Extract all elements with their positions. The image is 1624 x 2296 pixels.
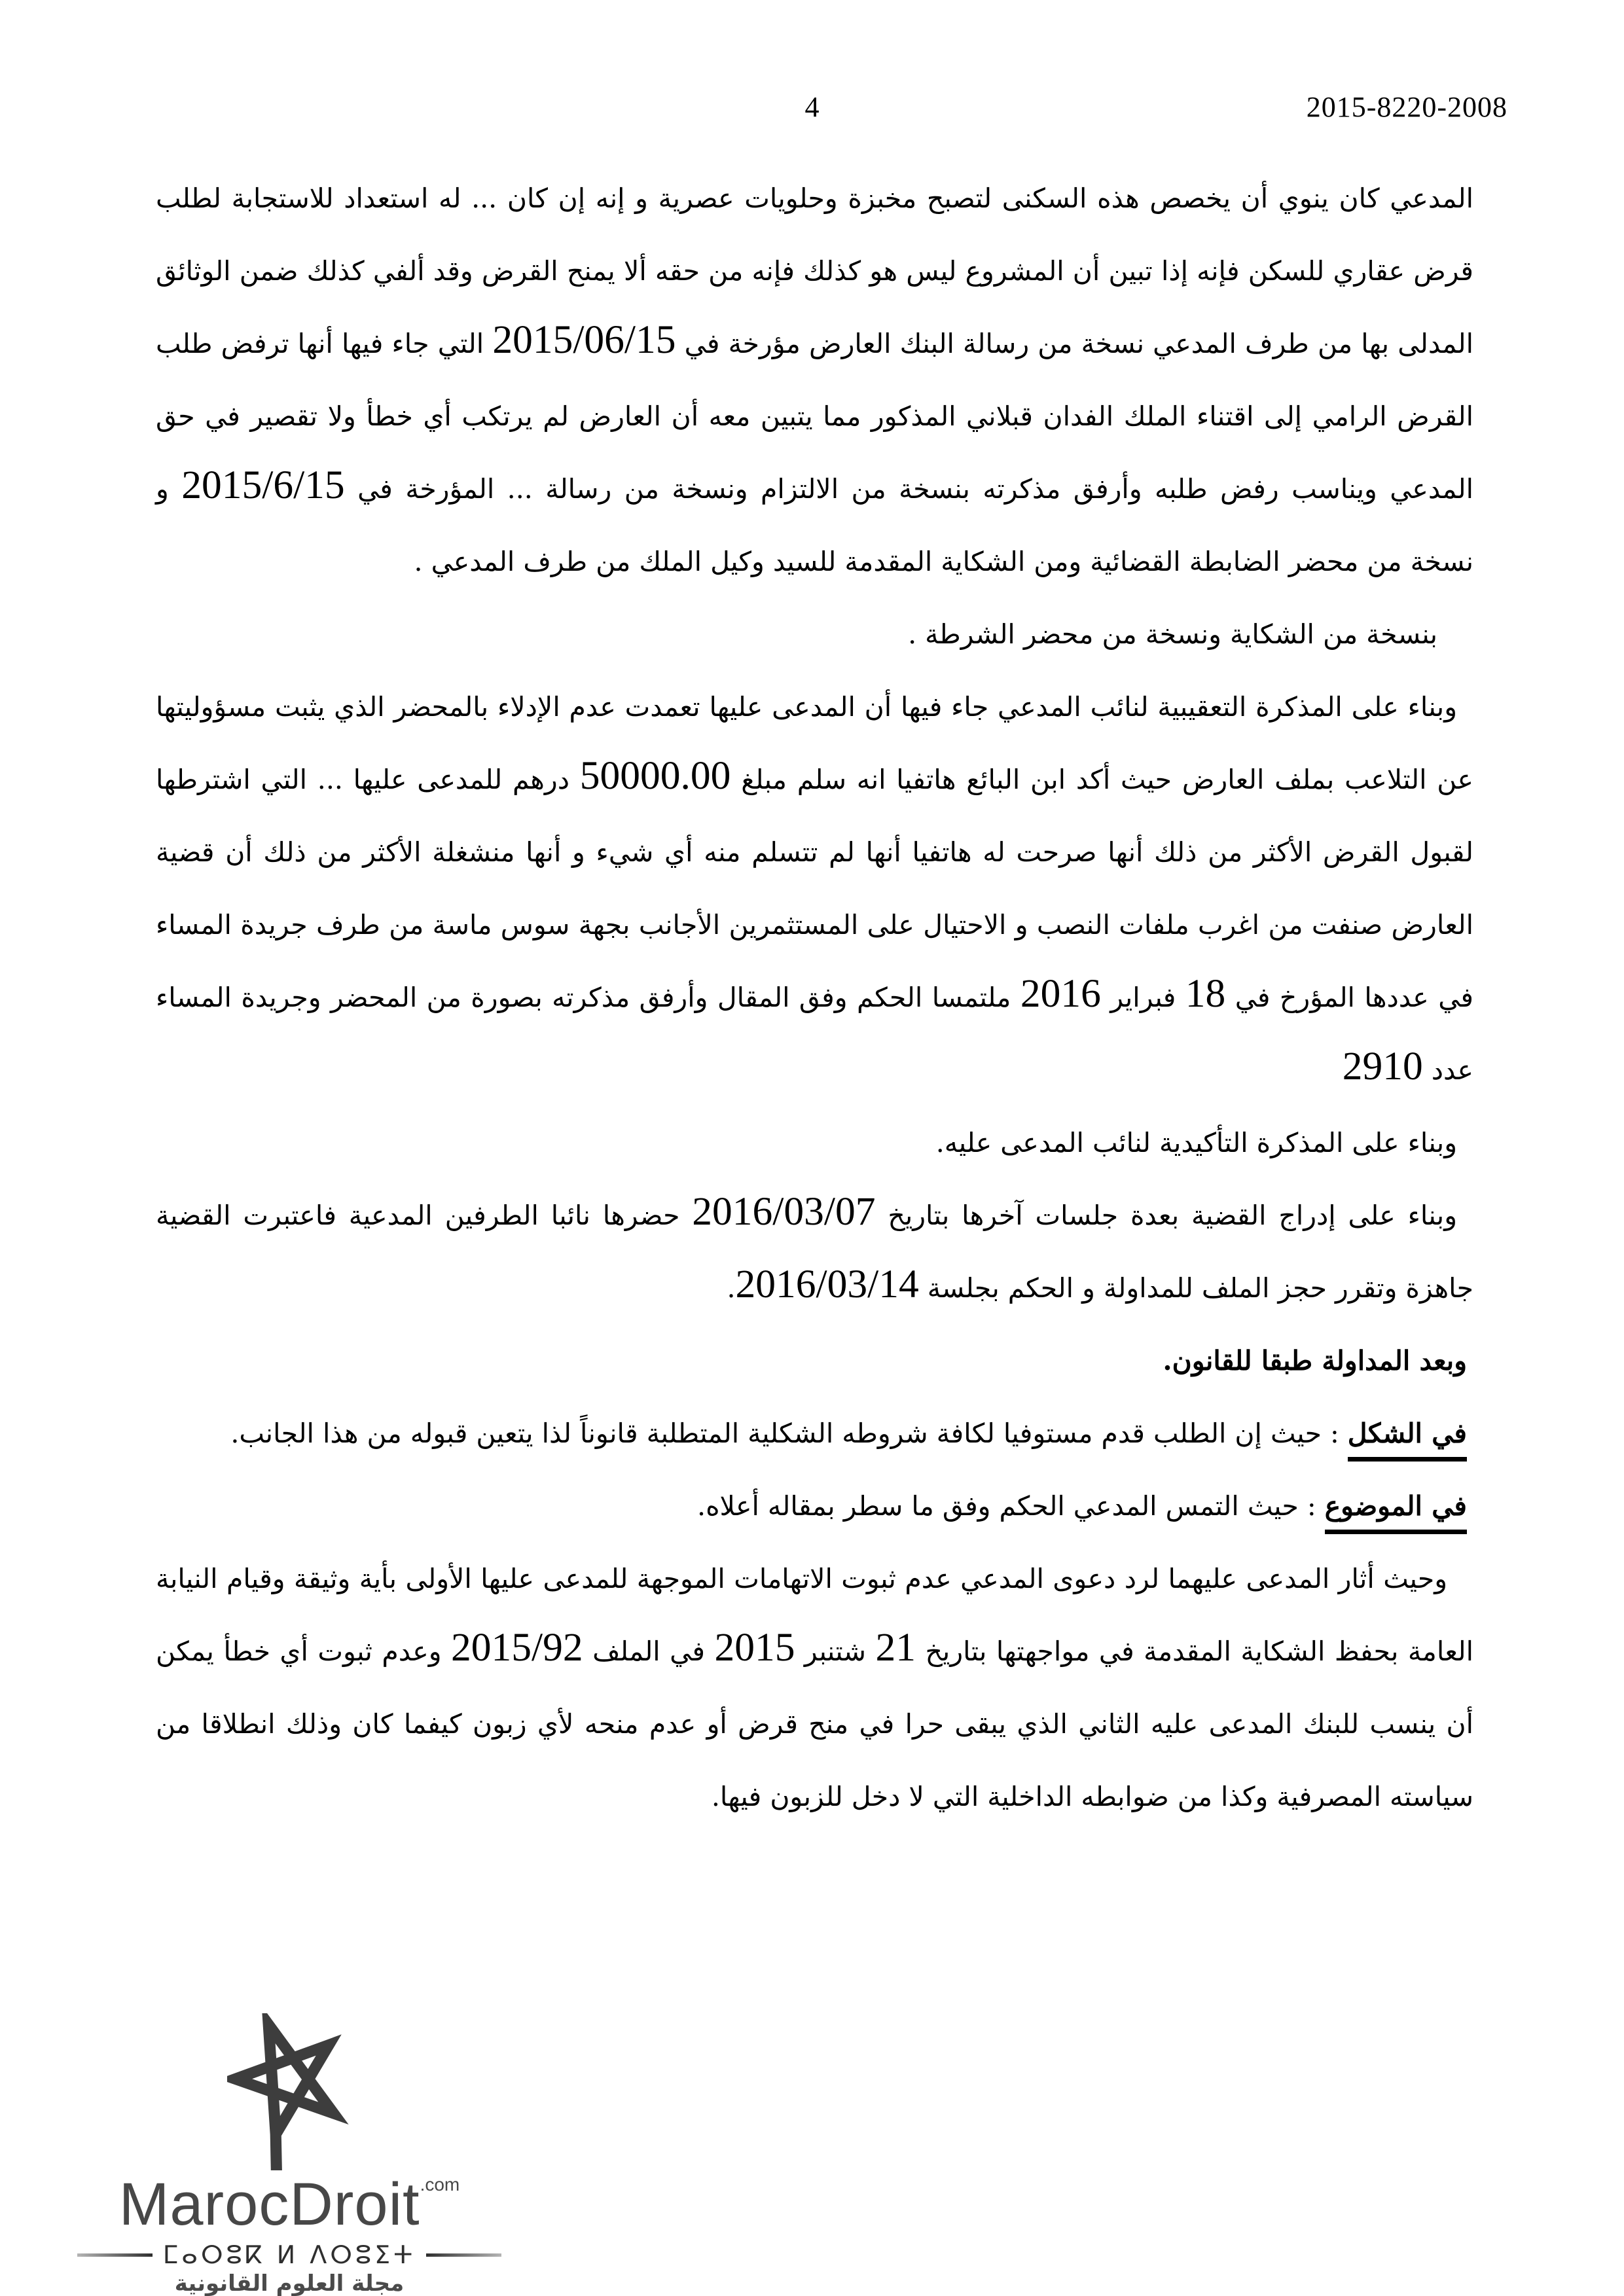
- paragraph-text: وحيث أثار المدعى عليهما لرد دعوى المدعي عدم ثبوت الاتهامات الموجهة للمدعى عليها الأولى بأية وثيقة وقيام النيابة العامة بحفظ الشكاية المقدمة في مواجهتها بتاريخ 21 شتنبر 2015 في الملف 2015/92 وعدم ثبوت أي خطأ يمكن أن ينسب للبنك المدعى عليه الثاني الذي يبقى حرا في منح قرض أو عدم منحه لأي زبون كيفما كان وذلك انطلاقا من سياسته المصرفية وكذا من ضوابطه الداخلية التي لا دخل للزبون فيها.: [156, 1563, 1473, 1812]
- judgment-text: [156, 162, 1473, 1833]
- paragraph-text: : حيث إن الطلب قدم مستوفيا لكافة شروطه الشكلية المتطلبة قانوناً لذا يتعين قبوله من هذا الجانب.: [230, 1418, 1348, 1449]
- paragraph-text: وبعد المداولة طبقا للقانون.: [1163, 1345, 1467, 1376]
- brand-suffix: .com: [420, 2174, 460, 2195]
- divider-line-left: [77, 2253, 153, 2257]
- paragraph-confirmatory-memo: [156, 1107, 1473, 1179]
- brand-name: MarocDroit: [118, 2171, 420, 2238]
- section-label-subject: في الموضوع: [1325, 1490, 1467, 1534]
- divider-line-right: [426, 2253, 501, 2257]
- brand-wordmark: [77, 2171, 501, 2238]
- paragraph-facts: [156, 162, 1473, 598]
- paragraph-form: [156, 1397, 1473, 1470]
- paragraph-rejoinder: [156, 671, 1473, 1107]
- page-number: 4: [804, 91, 820, 123]
- case-number: 2015-8220-2008: [1306, 91, 1507, 123]
- moroccan-star-icon: [227, 2013, 352, 2170]
- paragraph-hearings: [156, 1179, 1473, 1325]
- paragraph-text: وبناء على المذكرة التأكيدية لنائب المدعى عليه.: [935, 1127, 1457, 1158]
- section-label-form: في الشكل: [1348, 1418, 1467, 1462]
- paragraph-text: وبناء على المذكرة التعقيبية لنائب المدعي جاء فيها أن المدعى عليها تعمدت عدم الإدلاء بالمحضر الذي يثبت مسؤوليتها عن التلاعب بملف العارض حيث أكد ابن البائع هاتفيا انه سلم مبلغ 50000.00 درهم للمدعى عليها ... التي اشترطها لقبول القرض الأكثر من ذلك أنها صرحت له هاتفيا أنها لم تتسلم منه أي شيء و أنها منشغلة الأكثر من ذلك أن قضية العارض صنفت من اغرب ملفات النصب و الاحتيال على المستثمرين الأجانب بجهة سوس ماسة من طرف جريدة المساء في عددها المؤرخ في 18 فبراير 2016 ملتمسا الحكم وفق المقال وأرفق مذكرته بصورة من المحضر وجريدة المساء عدد 2910: [156, 691, 1473, 1088]
- paragraph-text: بنسخة من الشكاية ونسخة من محضر الشرطة .: [908, 619, 1437, 650]
- paragraph-text: : حيث التمس المدعي الحكم وفق ما سطر بمقاله أعلاه.: [697, 1490, 1325, 1522]
- paragraph-subject: [156, 1470, 1473, 1543]
- paragraph-deliberation: [156, 1325, 1473, 1397]
- paragraph-attachments: [156, 598, 1473, 671]
- tifinagh-text: ⵎⴰⵔⵓⴽ ⵍ ⴷⵔⵓⵉⵜ: [162, 2240, 416, 2269]
- marocdroit-logo: [77, 2013, 501, 2295]
- paragraph-text: المدعي كان ينوي أن يخصص هذه السكنى لتصبح مخبزة وحلويات عصرية و إنه إن كان ... له استعداد للاستجابة لطلب قرض عقاري للسكن فإنه إذا تبين أن المشروع ليس هو كذلك فإنه من حقه ألا يمنح القرض وقد ألفي كذلك ضمن الوثائق المدلى بها من طرف المدعي نسخة من رسالة البنك العارض مؤرخة في 2015/06/15 التي جاء فيها أنها ترفض طلب القرض الرامي إلى اقتناء الملك الفدان قبلاني المذكور مما يتبين معه أن العارض لم يرتكب أي خطأ ولا تقصير في حق المدعي ويناسب رفض طلبه وأرفق مذكرته بنسخة من الالتزام ونسخة من رسالة ... المؤرخة في 2015/6/15 و نسخة من محضر الضابطة القضائية ومن الشكاية المقدمة للسيد وكيل الملك من طرف المدعي .: [156, 183, 1474, 577]
- tifinagh-divider: [77, 2242, 501, 2267]
- paragraph-defense: [156, 1543, 1473, 1833]
- paragraph-text: وبناء على إدراج القضية بعدة جلسات آخرها بتاريخ 2016/03/07 حضرها نائبا الطرفين المدعية فاعتبرت القضية جاهزة وتقرر حجز الملف للمداولة و الحكم بجلسة 2016/03/14.: [156, 1189, 1473, 1306]
- logo-tagline: مجلة العلوم القانونية: [174, 2270, 405, 2296]
